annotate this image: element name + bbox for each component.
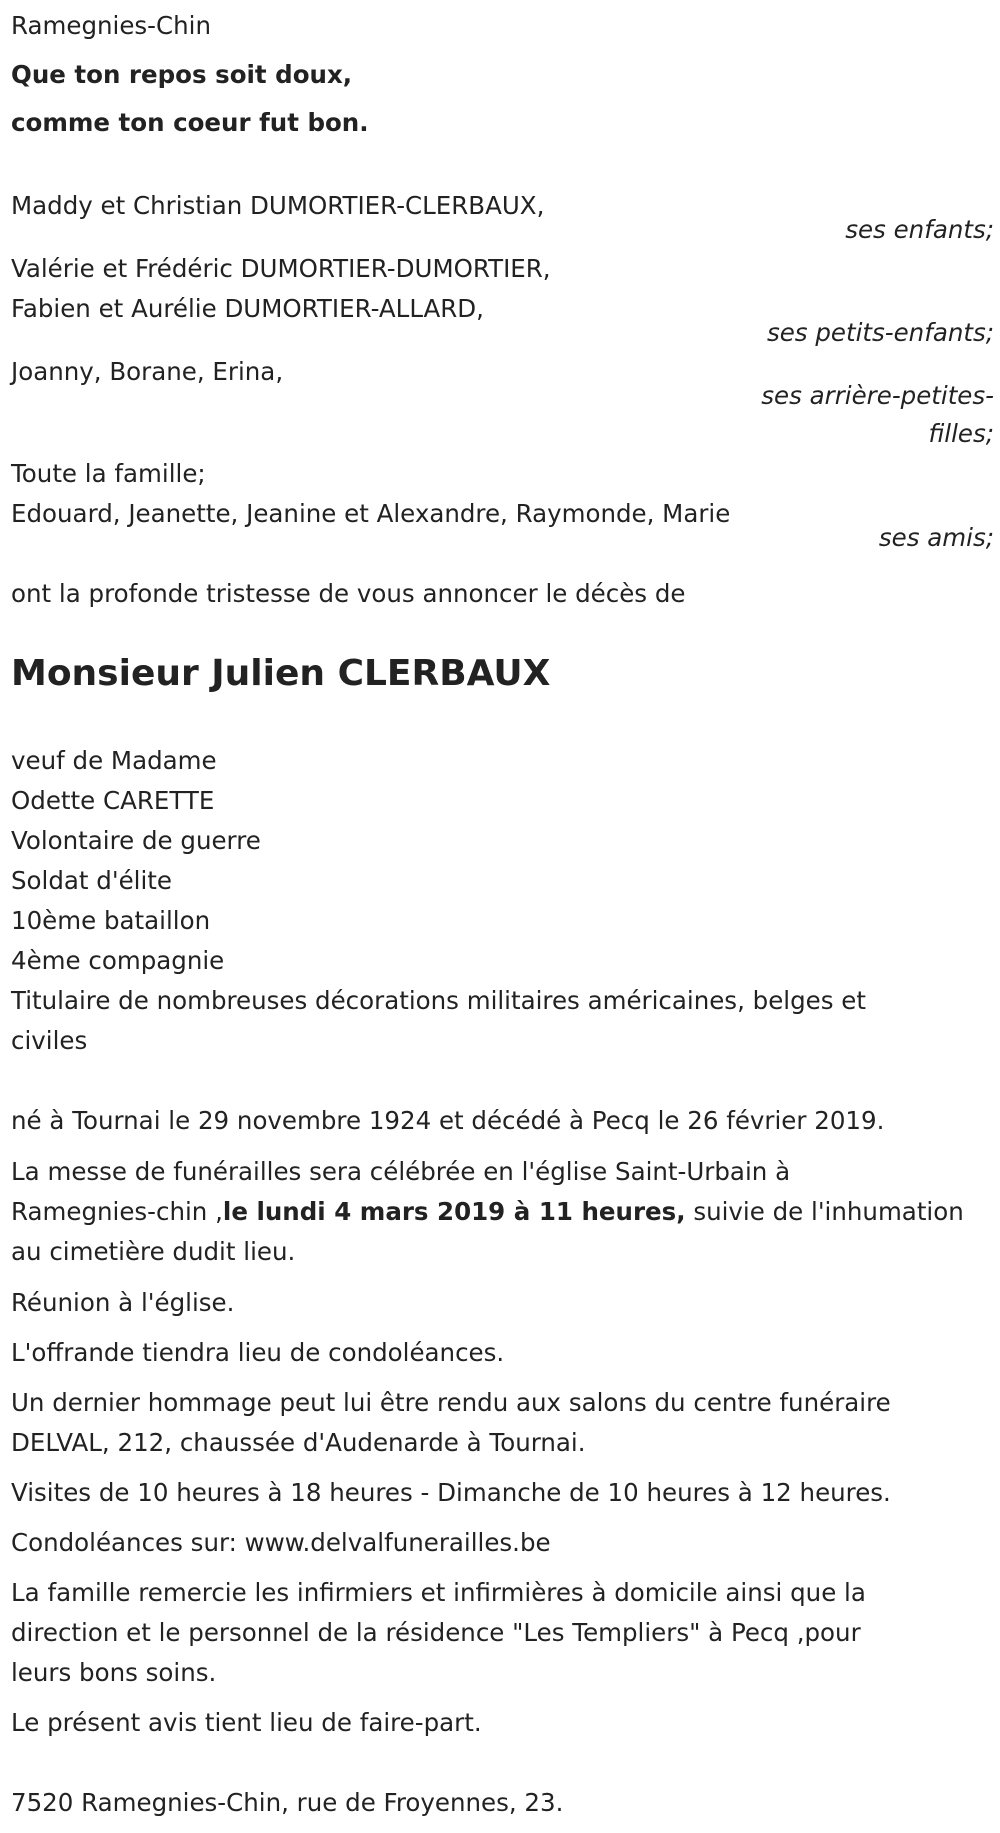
detail-line: Volontaire de guerre	[11, 826, 261, 855]
funeral-line-3: au cimetière dudit lieu.	[11, 1237, 296, 1266]
detail-line: Soldat d'élite	[11, 866, 172, 895]
friends-role: ses amis;	[878, 523, 994, 552]
location-header: Ramegnies-Chin	[11, 11, 211, 40]
funeral-date: le lundi 4 mars 2019 à 11 heures,	[222, 1197, 686, 1226]
birth-death-text: né à Tournai le 29 novembre 1924 et décédé à Pecq le 26 février 2019.	[11, 1106, 885, 1135]
detail-line: 4ème compagnie	[11, 946, 225, 975]
thanks-line-1: La famille remercie les infirmiers et infirmières à domicile ainsi que la	[11, 1578, 866, 1607]
grandchildren-line-1: Valérie et Frédéric DUMORTIER-DUMORTIER,	[11, 254, 551, 283]
decorations-line-2: civiles	[11, 1026, 88, 1055]
children-names: Maddy et Christian DUMORTIER-CLERBAUX,	[11, 191, 545, 220]
detail-line: Odette CARETTE	[11, 786, 215, 815]
announcement-text: ont la profonde tristesse de vous annoncer le décès de	[11, 579, 686, 608]
children-role: ses enfants;	[845, 215, 994, 244]
condolences-text: Condoléances sur: www.delvalfunerailles.be	[11, 1528, 551, 1557]
funeral-burial: suivie de l'inhumation	[685, 1197, 964, 1226]
grandchildren-line-2: Fabien et Aurélie DUMORTIER-ALLARD,	[11, 294, 484, 323]
great-grandchildren-role-1: ses arrière-petites-	[761, 381, 994, 410]
funeral-place: Ramegnies-chin ,	[11, 1197, 223, 1226]
great-grandchildren-role-2: filles;	[928, 419, 994, 448]
visits-text: Visites de 10 heures à 18 heures - Dimanche de 10 heures à 12 heures.	[11, 1478, 891, 1507]
funeral-line-1: La messe de funérailles sera célébrée en l'église Saint-Urbain à	[11, 1157, 791, 1186]
detail-line: 10ème bataillon	[11, 906, 211, 935]
meeting-text: Réunion à l'église.	[11, 1288, 235, 1317]
grandchildren-role: ses petits-enfants;	[766, 318, 994, 347]
quote-line-2: comme ton coeur fut bon.	[11, 108, 369, 137]
homage-line-1: Un dernier hommage peut lui être rendu aux salons du centre funéraire	[11, 1388, 891, 1417]
offering-text: L'offrande tiendra lieu de condoléances.	[11, 1338, 505, 1367]
funeral-line-2	[11, 1195, 964, 1229]
friends-names: Edouard, Jeanette, Jeanine et Alexandre, Raymonde, Marie	[11, 499, 731, 528]
notice-text: Le présent avis tient lieu de faire-part.	[11, 1708, 482, 1737]
quote-line-1: Que ton repos soit doux,	[11, 60, 353, 89]
deceased-name: Monsieur Julien CLERBAUX	[11, 653, 551, 694]
great-grandchildren-names: Joanny, Borane, Erina,	[11, 357, 284, 386]
detail-line: veuf de Madame	[11, 746, 217, 775]
homage-line-2: DELVAL, 212, chaussée d'Audenarde à Tournai.	[11, 1428, 586, 1457]
decorations-line-1: Titulaire de nombreuses décorations militaires américaines, belges et	[11, 986, 866, 1015]
address-text: 7520 Ramegnies-Chin, rue de Froyennes, 23.	[11, 1788, 564, 1817]
thanks-line-3: leurs bons soins.	[11, 1658, 217, 1687]
thanks-line-2: direction et le personnel de la résidence "Les Templiers" à Pecq ,pour	[11, 1618, 861, 1647]
family-all: Toute la famille;	[11, 459, 206, 488]
